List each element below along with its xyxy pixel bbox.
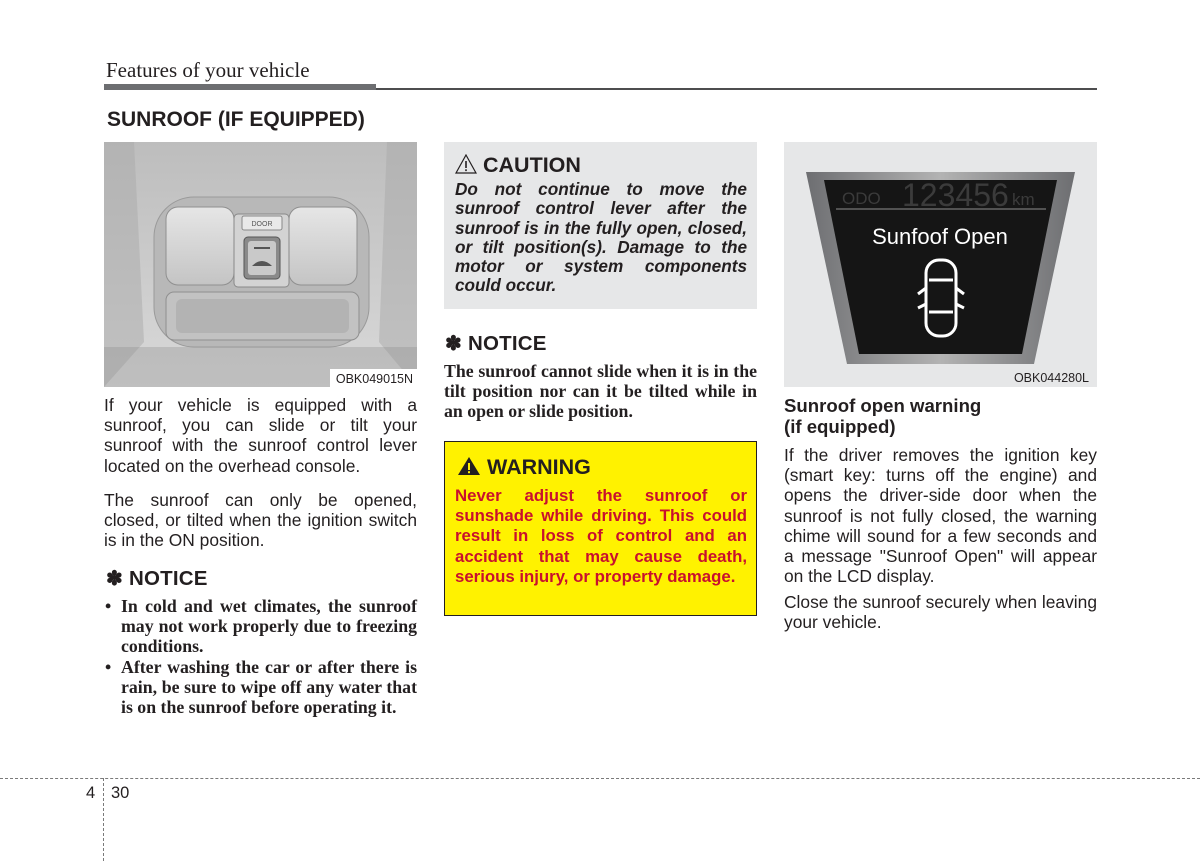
heading-line: (if equipped) — [784, 416, 896, 437]
intro-paragraph-2: The sunroof can only be opened, closed, or tilted when the ignition switch is in the ON position. — [104, 490, 417, 551]
lcd-display-illustration — [784, 142, 1097, 387]
warning-triangle-icon — [457, 456, 481, 476]
notice-title: NOTICE — [128, 567, 208, 590]
page-number: 30 — [111, 784, 130, 802]
odo-unit: km — [1012, 190, 1035, 209]
caution-heading — [455, 153, 581, 178]
caution-box — [444, 142, 757, 309]
lcd-message: Sunfoof Open — [872, 224, 1008, 249]
caution-text: Do not continue to move the sunroof control lever after the sunroof is in the fully open, closed, or tilt position(s). Damage to the motor or system components could occur. — [455, 179, 747, 296]
warning-title: WARNING — [487, 455, 591, 479]
figure-code: OBK044280L — [1013, 371, 1089, 385]
notice-star-icon: ✽ — [445, 333, 462, 355]
footer-vertical-divider — [103, 778, 104, 861]
header-bar — [104, 84, 376, 90]
lcd-display-figure — [784, 142, 1097, 387]
odo-label: ODO — [842, 189, 881, 208]
footer-divider — [0, 778, 1200, 779]
main-heading: SUNROOF (IF EQUIPPED) — [107, 108, 365, 131]
door-button-label: DOOR — [251, 221, 273, 228]
sunroof-warning-paragraph-1: If the driver removes the ignition key (smart key: turns off the engine) and opens the driver-side door when the sunroof is not fully closed, the warning chime will sound for a few seconds and a message "Sunroof Open" will appear on the LCD display. — [784, 445, 1097, 587]
notice-star-icon: ✽ — [106, 568, 123, 590]
warning-box — [444, 441, 757, 616]
list-item: • After washing the car or after there is rain, be sure to wipe off any water that is on the sunroof before operating it. — [104, 657, 417, 718]
notice-list — [104, 596, 417, 717]
caution-title: CAUTION — [483, 153, 581, 177]
figure-code: OBK049015N — [330, 369, 417, 387]
sunroof-warning-paragraph-2: Close the sunroof securely when leaving your vehicle. — [784, 592, 1097, 633]
warning-heading — [457, 455, 591, 480]
overhead-console-illustration — [104, 142, 417, 387]
chapter-number: 4 — [86, 784, 96, 802]
list-item: • In cold and wet climates, the sunroof may not work properly due to freezing conditions. — [104, 596, 417, 657]
heading-line: Sunroof open warning — [784, 395, 982, 416]
header-rule — [376, 88, 1097, 90]
warning-text: Never adjust the sunroof or sunshade while driving. This could result in loss of control and an accident that may cause death, serious injury, or property damage. — [455, 486, 747, 586]
caution-triangle-icon — [455, 154, 477, 174]
section-title: Features of your vehicle — [106, 58, 310, 82]
notice-title: NOTICE — [467, 332, 547, 355]
sunroof-warning-heading — [784, 395, 1097, 437]
odo-value: 123456 — [902, 177, 1009, 213]
intro-paragraph-1: If your vehicle is equipped with a sunroof, you can slide or tilt your sunroof with the sunroof control lever located on the overhead console. — [104, 395, 417, 476]
overhead-console-figure — [104, 142, 417, 387]
notice-heading-left — [106, 566, 208, 591]
notice-middle-text: The sunroof cannot slide when it is in the tilt position nor can it be tilted while in an open or slide position. — [444, 361, 757, 422]
notice-heading-middle — [445, 331, 547, 356]
